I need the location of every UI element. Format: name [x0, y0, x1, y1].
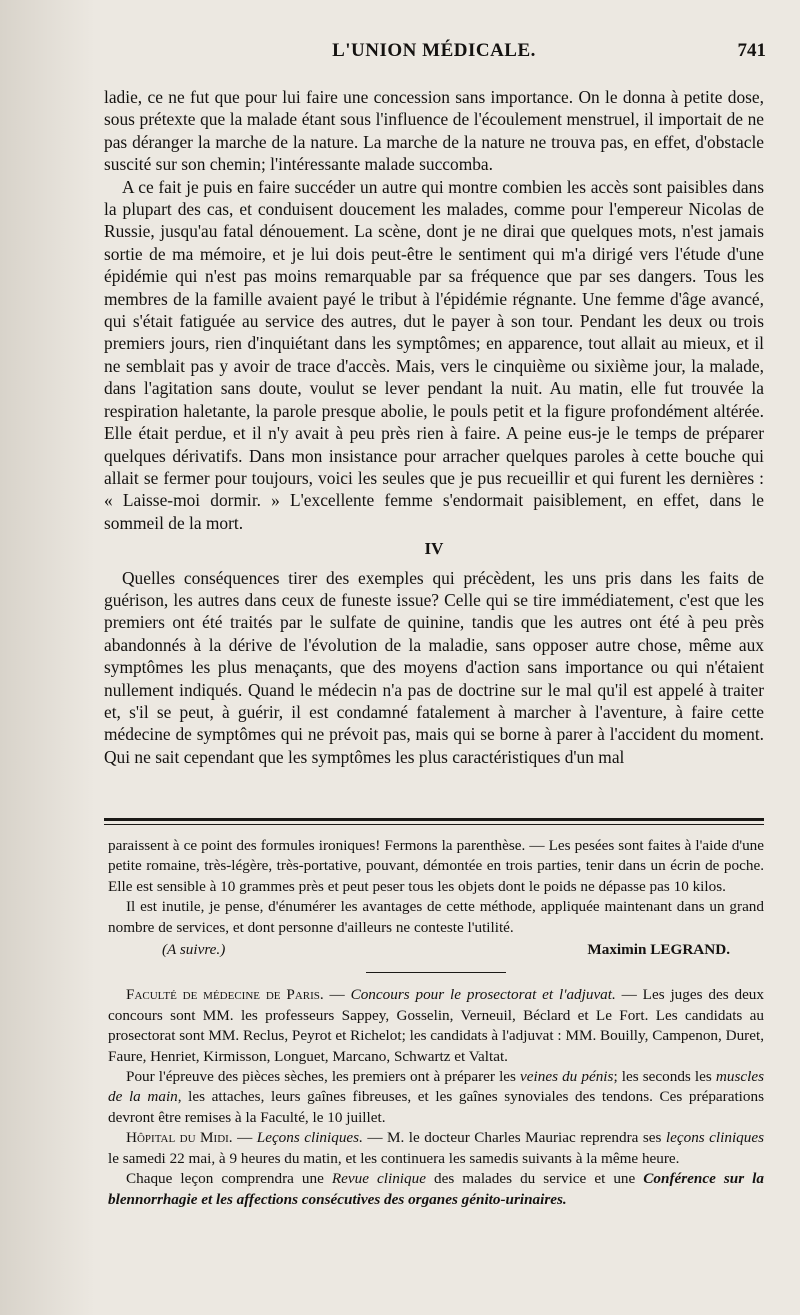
news-item	[108, 985, 764, 1067]
running-title: L'UNION MÉDICALE.	[332, 40, 536, 61]
feuilleton-paragraph: Il est inutile, je pense, d'énumérer les avantages de cette méthode, appliquée maintenant dans un grand nombre de services, et dont personne d'ailleurs ne conteste l'utilité.	[108, 898, 764, 936]
news-emphasis: Conférence sur la blennorrhagie et les affections consécutives des organes génito-urinaires.	[108, 1170, 764, 1208]
news-emphasis: Revue clinique	[331, 1170, 426, 1188]
news-emphasis: veines du pénis	[520, 1068, 614, 1086]
page-number: 741	[737, 40, 766, 61]
feuilleton-divider	[104, 818, 764, 821]
news-divider	[366, 972, 506, 973]
to-be-continued: (A suivre.)	[162, 941, 226, 959]
news-item	[108, 1067, 764, 1128]
news-item	[108, 1128, 764, 1169]
news-dash: —	[232, 1129, 257, 1147]
paragraph: A ce fait je puis en faire succéder un autre qui montre combien les accès sont paisibles dans la plupart des cas, et conduisent doucement les malades, comme pour l'empereur Nicolas de Russie, jusqu'au fatal dénouement. La scène, dont je ne dirai que quelques mots, n'est jamais sortie de ma mémoire, et je lui dois peut-être le sentiment qui m'a dirigé vers l'étude d'une épidémie qui n'est pas moins remarquable par sa fréquence que par ses dangers. Tous les membres de la famille avaient payé le tribut à l'épidémie régnante. Une femme d'âge avancé, qui s'était fatiguée au service des autres, dut le payer à son tour. Pendant les deux ou trois premiers jours, rien d'inquiétant dans les symptômes; en apparence, tout allait au mieux, et il ne semblait pas y avoir de trace d'accès. Mais, vers le cinquième ou sixième jour, la malade, dans l'agitation sans doute, voulut se lever pendant la nuit. Au matin, elle fut trouvée la respiration haletante, la parole presque abolie, le pouls petit et la figure profondément altérée. Elle était perdue, et il n'y avait à peu près rien à faire. A peine eus-je le temps de préparer quelques dérivatifs. Dans mon insistance pour arracher quelques paroles à cette bouche qui allait se fermer pour toujours, voici les seules que je pus recueillir et qui furent les dernières : « Laisse-moi dormir. » L'excellente femme s'endormait paisiblement, en effet, dans le sommeil de la mort.	[104, 176, 764, 533]
news-text: le samedi 22 mai, à 9 heures du matin, et les continuera les samedis suivants à la même heure.	[108, 1149, 680, 1167]
news-item	[108, 1169, 764, 1210]
news-lead: Faculté de médecine de Paris.	[126, 986, 324, 1004]
news-text: — M. le docteur Charles Mauriac reprendra ses	[362, 1129, 666, 1147]
feuilleton-section	[108, 836, 764, 1210]
page-gutter-shadow	[0, 0, 95, 1315]
news-emphasis: leçons cliniques	[665, 1129, 765, 1147]
feuilleton-paragraph: paraissent à ce point des formules ironiques! Fermons la parenthèse. — Les pesées sont faites à l'aide d'une petite romaine, très-légère, très-portative, pouvant, démontée en trois parties, tenir dans un écrin de poche. Elle est sensible à 10 grammes près et peut peser tous les objets dont le poids ne dépasse pas 10 kilos.	[108, 837, 764, 895]
news-text: , les attaches, leurs gaînes fibreuses, et les gaînes synoviales des tendons. Ces préparations devront être remises à la Faculté, le 10 juillet.	[108, 1088, 764, 1126]
feuilleton-divider-thin	[104, 824, 764, 825]
news-lead: Hôpital du Midi.	[126, 1129, 233, 1147]
news-title: Leçons cliniques.	[256, 1129, 363, 1147]
news-text: ; les seconds les	[613, 1068, 716, 1086]
author-name: Maximin LEGRAND.	[587, 941, 730, 959]
news-title: Concours pour le prosectorat et l'adjuvat.	[350, 986, 616, 1004]
paragraph: ladie, ce ne fut que pour lui faire une concession sans importance. On le donna à petite dose, sous prétexte que la malade étant sous l'influence de l'écoulement menstruel, il importait de ne pas déranger la marche de la nature. La marche de la nature ne trouva pas, en effet, d'obstacle suscité sur son chemin; l'intéressante malade succomba.	[104, 87, 764, 175]
news-text: des malades du service et une	[425, 1170, 644, 1188]
news-emphasis: muscles de la main	[108, 1068, 764, 1106]
news-text: Chaque leçon comprendra une	[126, 1170, 332, 1188]
section-heading: IV	[424, 539, 444, 559]
news-text: — Les juges des deux concours sont MM. les professeurs Sappey, Gosselin, Verneuil, Béclard et Le Fort. Les candidats au prosectorat sont MM. Reclus, Peyrot et Richelot; les candidats à l'adjuvat : MM. Bouilly, Campenon, Duret, Faure, Henriet, Kirmisson, Longuet, Marcano, Schwartz et Valtat.	[108, 986, 764, 1065]
news-dash: —	[323, 986, 351, 1004]
news-section	[108, 985, 764, 1209]
page-header	[100, 40, 768, 68]
signoff	[108, 940, 764, 960]
news-text: Pour l'épreuve des pièces sèches, les premiers ont à préparer les	[126, 1068, 521, 1086]
main-article	[104, 86, 764, 768]
paragraph: Quelles conséquences tirer des exemples qui précèdent, les uns pris dans les faits de guérison, les autres dans ceux de funeste issue? Celle qui se tire immédiatement, c'est que les premiers ont été traités par le sulfate de quinine, tandis que les autres ont été à peu près abandonnés à la dérive de l'évolution de la maladie, sans opposer autre chose, même aux symptômes les plus menaçants, que des moyens d'action sans importance ou qui n'étaient nullement indiqués. Quand le médecin n'a pas de doctrine sur le mal qu'il est appelé à traiter et, s'il se peut, à guérir, il est condamné fatalement à marcher à l'aventure, à faire cette médecine de symptômes qui ne prévoit pas, mais qui se borne à parer à l'accident du moment. Qui ne sait cependant que les symptômes les plus caractéristiques d'un mal	[104, 567, 764, 767]
